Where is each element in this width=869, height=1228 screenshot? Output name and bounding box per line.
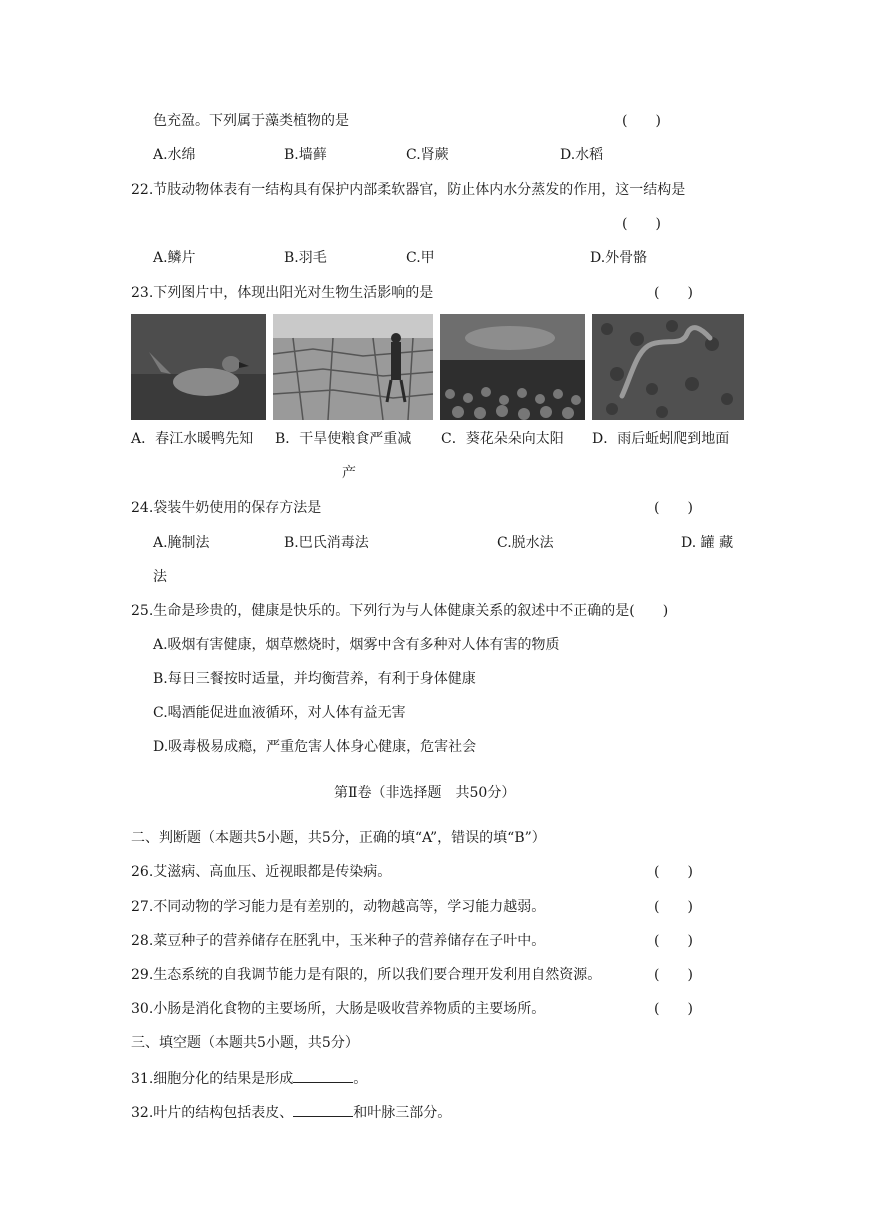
q32-end: 和叶脉三部分。 (353, 1105, 452, 1121)
q25-option-d: D.吸毒极易成瘾，严重危害人体身心健康，危害社会 (153, 739, 477, 755)
q25-option-c: C.喝酒能促进血液循环，对人体有益无害 (153, 705, 406, 721)
q21-option-b: B.墙藓 (284, 147, 327, 163)
q22-option-c: C.甲 (406, 250, 435, 266)
q24-stem: 24.袋装牛奶使用的保存方法是 (131, 500, 322, 516)
q26-answer-paren: ( ) (654, 864, 693, 880)
q25-option-a: A.吸烟有害健康，烟草燃烧时，烟雾中含有多种对人体有害的物质 (153, 637, 560, 653)
q24-option-a: A.腌制法 (153, 535, 210, 551)
q31-text: 31.细胞分化的结果是形成 (131, 1071, 294, 1087)
q24-option-d: D. 罐 藏 (681, 535, 734, 551)
q30-text: 30.小肠是消化食物的主要场所，大肠是吸收营养物质的主要场所。 (131, 1001, 546, 1017)
section2-title: 二、判断题（本题共5小题，共5分，正确的填“A”，错误的填“B”） (131, 830, 546, 846)
q22-stem: 22.节肢动物体表有一结构具有保护内部柔软器官，防止体内水分蒸发的作用，这一结构是 (131, 182, 686, 198)
sunflower-field-photo (440, 314, 585, 420)
earthworm-photo (592, 314, 744, 420)
q32-text: 32.叶片的结构包括表皮、 (131, 1105, 294, 1121)
q29-answer-paren: ( ) (654, 967, 693, 983)
q23-option-c: C．葵花朵朵向太阳 (441, 431, 564, 447)
q22-option-d: D.外骨骼 (590, 250, 648, 266)
q25-stem: 25.生命是珍贵的，健康是快乐的。下列行为与人体健康关系的叙述中不正确的是( ) (131, 603, 669, 619)
q22-answer-paren: ( ) (622, 216, 661, 232)
q21-option-a: A.水绵 (153, 147, 196, 163)
q26-text: 26.艾滋病、高血压、近视眼都是传染病。 (131, 864, 392, 880)
q22-option-b: B.羽毛 (284, 250, 327, 266)
drought-field-photo (273, 314, 433, 420)
q24-option-c: C.脱水法 (497, 535, 554, 551)
q24-option-d-wrap: 法 (153, 569, 167, 585)
q23-option-b: B．干旱使粮食严重减 (275, 431, 412, 447)
q29-text: 29.生态系统的自我调节能力是有限的，所以我们要合理开发利用自然资源。 (131, 967, 602, 983)
q21-option-c: C.肾蕨 (406, 147, 449, 163)
duck-photo (131, 314, 266, 420)
q21-stem-tail: 色充盈。下列属于藻类植物的是 (153, 113, 349, 129)
q28-text: 28.菜豆种子的营养储存在胚乳中，玉米种子的营养储存在子叶中。 (131, 933, 546, 949)
q23-stem: 23.下列图片中，体现出阳光对生物生活影响的是 (131, 285, 434, 301)
q30-answer-paren: ( ) (654, 1001, 693, 1017)
q21-option-d: D.水稻 (560, 147, 604, 163)
q31-line (131, 1068, 367, 1089)
q24-answer-paren: ( ) (654, 500, 693, 516)
q21-answer-paren: ( ) (622, 113, 661, 129)
q27-text: 27.不同动物的学习能力是有差别的，动物越高等，学习能力越弱。 (131, 899, 546, 915)
part2-title: 第Ⅱ卷（非选择题 共50分） (334, 785, 516, 801)
q27-answer-paren: ( ) (654, 899, 693, 915)
q31-blank[interactable] (293, 1068, 353, 1083)
q23-option-d: D．雨后蚯蚓爬到地面 (592, 431, 730, 447)
section3-title: 三、填空题（本题共5小题，共5分） (131, 1035, 359, 1051)
q24-option-b: B.巴氏消毒法 (284, 535, 369, 551)
q32-line (131, 1102, 451, 1123)
q23-option-b-wrap: 产 (342, 465, 356, 481)
q22-option-a: A.鳞片 (153, 250, 196, 266)
q28-answer-paren: ( ) (654, 933, 693, 949)
q25-option-b: B.每日三餐按时适量，并均衡营养，有利于身体健康 (153, 671, 476, 687)
q32-blank[interactable] (293, 1102, 353, 1117)
q31-end: 。 (353, 1071, 368, 1087)
q23-answer-paren: ( ) (654, 285, 693, 301)
q23-option-a: A．春江水暖鸭先知 (131, 431, 254, 447)
